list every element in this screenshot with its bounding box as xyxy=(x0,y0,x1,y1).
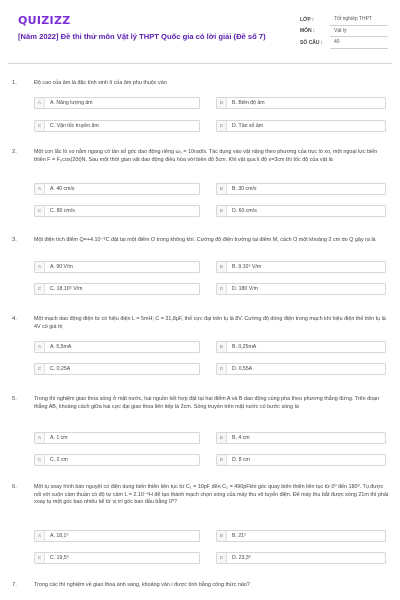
option-d[interactable] xyxy=(216,363,386,375)
option-text: B. 30 cm/s xyxy=(232,186,257,192)
option-b[interactable] xyxy=(216,432,386,444)
option-letter: A xyxy=(35,342,45,352)
option-b[interactable] xyxy=(216,183,386,195)
option-letter: B xyxy=(217,98,227,108)
option-text: B. Biên độ âm xyxy=(232,100,265,106)
question-text: Một mạch dao động điện từ có hiệu điện L = 5mH; C = 31,8μF, thế cực đại trên tụ là 8V. Cường độ dòng điện trong mạch khi hiệu điện thế trên tụ là 4V có giá trị xyxy=(34,316,386,330)
option-letter: A xyxy=(35,433,45,443)
option-text: B. 4 cm xyxy=(232,435,250,441)
option-text: C. 80 cm/s xyxy=(50,208,75,214)
option-a[interactable] xyxy=(34,530,200,542)
option-letter: D xyxy=(217,206,227,216)
option-letter: D xyxy=(217,364,227,374)
option-text: A. 1 cm xyxy=(50,435,68,441)
question-number: 5. xyxy=(12,396,17,402)
option-letter: A xyxy=(35,531,45,541)
option-text: C. Vận tốc truyền âm xyxy=(50,123,99,129)
option-b[interactable] xyxy=(216,261,386,273)
option-a[interactable] xyxy=(34,261,200,273)
option-a[interactable] xyxy=(34,432,200,444)
question-number: 1. xyxy=(12,80,17,86)
question-text: Trong các thí nghiệm về giao thoa ánh sáng, khoảng vân i được tính bằng công thức nào? xyxy=(34,582,250,588)
header-divider xyxy=(8,63,392,64)
option-letter: C xyxy=(35,206,45,216)
option-a[interactable] xyxy=(34,97,200,109)
option-d[interactable] xyxy=(216,120,386,132)
option-letter: C xyxy=(35,284,45,294)
option-letter: A xyxy=(35,262,45,272)
option-c[interactable] xyxy=(34,120,200,132)
option-text: C. 2 cm xyxy=(50,457,68,463)
option-letter: D xyxy=(217,121,227,131)
option-text: D. 23,3⁰ xyxy=(232,555,251,561)
option-letter: B xyxy=(217,433,227,443)
option-letter: B xyxy=(217,262,227,272)
option-letter: C xyxy=(35,364,45,374)
question-number: 6. xyxy=(12,484,17,490)
option-c[interactable] xyxy=(34,205,200,217)
option-text: D. 180 V/m xyxy=(232,286,258,292)
meta-subject-label: MÔN : xyxy=(300,28,315,35)
meta-subject-row xyxy=(300,26,388,38)
quizizz-logo: QUIZIZZ xyxy=(18,14,71,27)
meta-class-value: Tốt nghiệp THPT xyxy=(330,14,388,26)
option-text: A. 90 V/m xyxy=(50,264,73,270)
option-text: B. 21⁰ xyxy=(232,533,247,539)
option-b[interactable] xyxy=(216,97,386,109)
option-d[interactable] xyxy=(216,205,386,217)
option-d[interactable] xyxy=(216,283,386,295)
option-c[interactable] xyxy=(34,454,200,466)
option-text: C. 0,25A xyxy=(50,366,71,372)
option-text: D. Tần số âm xyxy=(232,123,264,129)
option-c[interactable] xyxy=(34,552,200,564)
option-text: C. 18.10⁵ V/m xyxy=(50,286,83,292)
option-letter: C xyxy=(35,553,45,563)
question-text: Trong thí nghiệm giao thoa sóng ở mặt nước, hai nguồn kết hợp đặt tại hai điểm A và B dao động cùng pha theo phương thẳng đứng. Trên đoạn thẳng AB, khoảng cách giữa hai cực đại giao thoa liên tiếp là 2cm. Sóng truyền trên mặt nước có bước sóng là xyxy=(34,396,380,410)
question-text: Một con lắc lò xo nằm ngang có tần số góc dao động riêng ω₀ = 10rad/s. Tác dụng vào vật nặng theo phương của trục lò xo, một ngoại lực biến thiên F = F₀cos(20t)N. Sau một thời gian vật dao động điều hòa với biên độ 5cm. Khi vật qua li độ x=3cm thì tốc độ của vật là xyxy=(34,149,378,163)
question-text: Độ cao của âm là đặc tính sinh lí của âm phụ thuộc vào xyxy=(34,80,167,86)
option-text: B. 9.10⁵ V/m xyxy=(232,264,262,270)
option-c[interactable] xyxy=(34,363,200,375)
option-text: D. 0,55A xyxy=(232,366,253,372)
option-text: D. 60 cm/s xyxy=(232,208,257,214)
question-text: Một tụ xoay hình bán nguyệt có điện dung biến thiên liên tục từ C₁ = 10pF đến C₂ = 490pFkhi góc quay biến thiên liên tục từ 0⁰ đến 180⁰. Tụ được nối với cuộn cảm thuần có độ tự cảm L = 2.10⁻⁶H để tạo thành mạch chọn sóng của máy thu vô tuyến điện. Để máy thu bắt được sóng 21m thì phải xoay tụ một góc bao nhiêu kể từ vị trí góc ban đầu bằng 0⁰? xyxy=(34,484,389,506)
meta-class-label: LỚP : xyxy=(300,16,314,23)
option-letter: A xyxy=(35,184,45,194)
question-number: 2. xyxy=(12,149,17,155)
question-number: 7. xyxy=(12,582,17,588)
question-number: 3. xyxy=(12,237,17,243)
option-text: C. 19,5⁰ xyxy=(50,555,69,561)
option-letter: D xyxy=(217,553,227,563)
option-b[interactable] xyxy=(216,530,386,542)
option-letter: C xyxy=(35,455,45,465)
worksheet-meta xyxy=(300,14,388,49)
option-letter: D xyxy=(217,455,227,465)
option-text: A. 5,5mA xyxy=(50,344,72,350)
option-text: A. 40 cm/s xyxy=(50,186,75,192)
option-letter: C xyxy=(35,121,45,131)
option-text: D. 8 cm xyxy=(232,457,250,463)
option-a[interactable] xyxy=(34,341,200,353)
option-letter: A xyxy=(35,98,45,108)
option-text: A. 18,1⁰ xyxy=(50,533,69,539)
meta-subject-value: Vật lý xyxy=(330,26,388,38)
meta-count-label: SỐ CÂU : xyxy=(300,39,323,46)
option-d[interactable] xyxy=(216,552,386,564)
option-letter: B xyxy=(217,184,227,194)
option-text: A. Năng lượng âm xyxy=(50,100,93,106)
option-d[interactable] xyxy=(216,454,386,466)
meta-count-row xyxy=(300,37,388,49)
option-text: B. 0,25mA xyxy=(232,344,257,350)
meta-count-value: 40 xyxy=(330,37,388,49)
option-a[interactable] xyxy=(34,183,200,195)
question-number: 4. xyxy=(12,316,17,322)
option-letter: B xyxy=(217,531,227,541)
question-text: Một điện tích điểm Q=+4.10⁻⁸C đặt tại một điểm O trong không khí. Cường độ điện trường tại điểm M, cách O một khoảng 2 cm do Q gây ra là xyxy=(34,237,376,243)
option-letter: D xyxy=(217,284,227,294)
meta-class-row xyxy=(300,14,388,26)
worksheet-title: [Năm 2022] Đề thi thử môn Vật lý THPT Quốc gia có lời giải (Đề số 7) xyxy=(18,32,266,41)
option-letter: B xyxy=(217,342,227,352)
option-b[interactable] xyxy=(216,341,386,353)
option-c[interactable] xyxy=(34,283,200,295)
